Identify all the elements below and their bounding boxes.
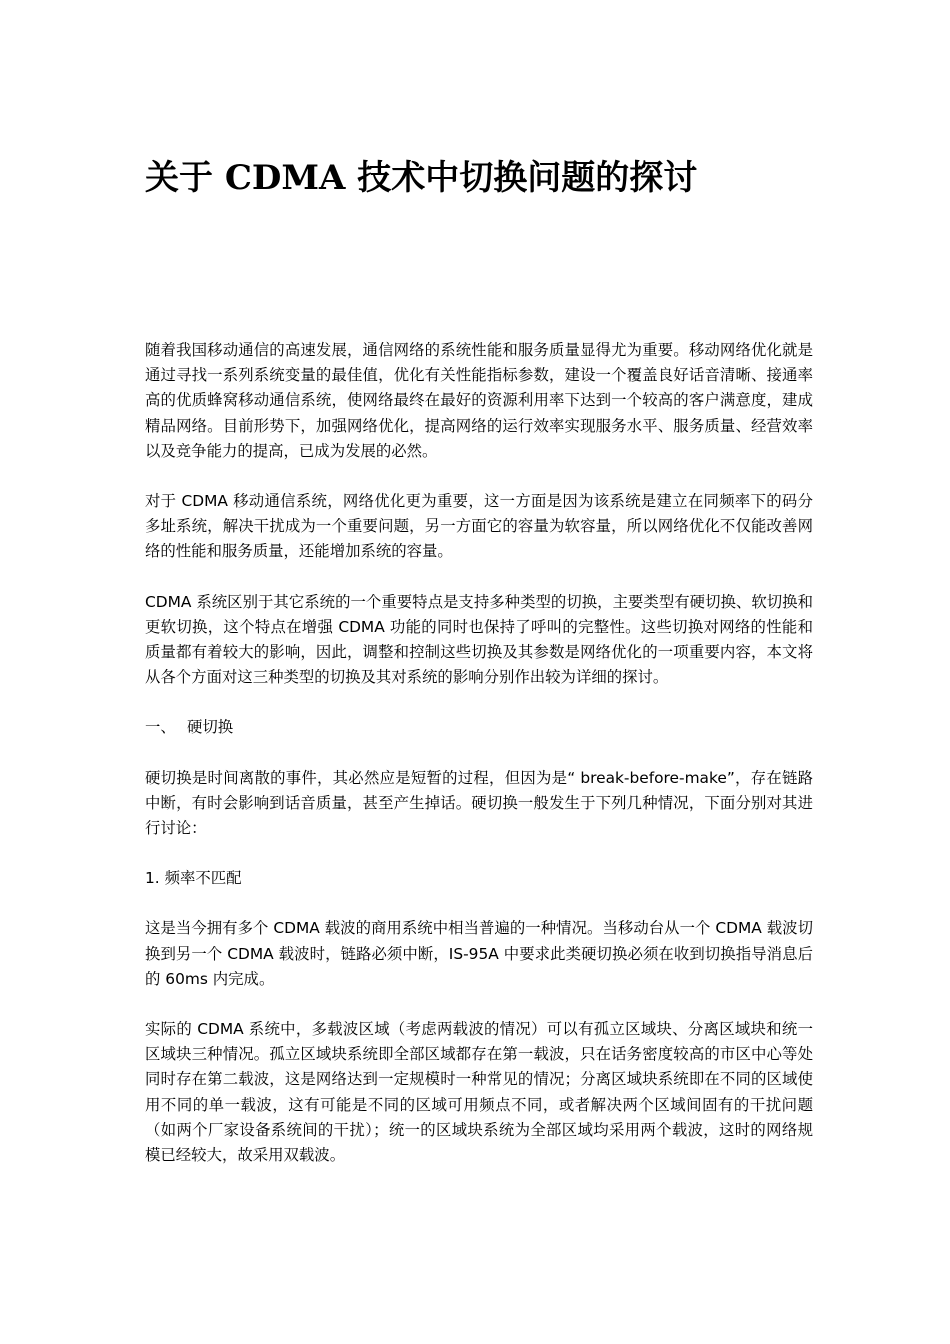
intro-paragraph-3: CDMA 系统区别于其它系统的一个重要特点是支持多种类型的切换，主要类型有硬切换、软切换和更软切换，这个特点在增强 CDMA 功能的同时也保持了呼叫的完整性。这些切换对网络的性能和质量都有着较大的影响，因此，调整和控制这些切换及其参数是网络优化的一项重要内容，本文将从各个方面对这三种类型的切换及其对系统的影响分别作出较为详细的探讨。 [145,592,813,687]
subsection-heading-frequency-mismatch: 1. 频率不匹配 [145,869,242,888]
section-number: 一、 [145,718,176,737]
section-heading-hard-handoff [145,715,813,740]
intro-paragraph-2: 对于 CDMA 移动通信系统，网络优化更为重要，这一方面是因为该系统是建立在同频率下的码分多址系统，解决干扰成为一个重要问题，另一方面它的容量为软容量，所以网络优化不仅能改善网络的性能和服务质量，还能增加系统的容量。 [145,492,813,561]
document-title: 关于 CDMA 技术中切换问题的探讨 [145,158,698,198]
subsection-paragraph-1: 这是当今拥有多个 CDMA 载波的商用系统中相当普遍的一种情况。当移动台从一个 CDMA 载波切换到另一个 CDMA 载波时，链路必须中断，IS-95A 中要求此类硬切换必须在收到切换指导消息后的 60ms 内完成。 [145,919,813,988]
intro-paragraph-1: 随着我国移动通信的高速发展，通信网络的系统性能和服务质量显得尤为重要。移动网络优化就是通过寻找一系列系统变量的最佳值，优化有关性能指标参数，建设一个覆盖良好话音清晰、接通率高的优质蜂窝移动通信系统，使网络最终在最好的资源利用率下达到一个较高的客户满意度，建成精品网络。目前形势下，加强网络优化，提高网络的运行效率实现服务水平、服务质量、经营效率以及竞争能力的提高，已成为发展的必然。 [145,341,813,460]
document-body [145,338,813,1193]
subsection-paragraph-2: 实际的 CDMA 系统中，多载波区域（考虑两载波的情况）可以有孤立区域块、分离区域块和统一区域块三种情况。孤立区域块系统即全部区域都存在第一载波，只在话务密度较高的市区中心等处同时存在第二载波，这是网络达到一定规模时一种常见的情况；分离区域块系统即在不同的区域使用不同的单一载波，这有可能是不同的区域可用频点不同，或者解决两个区域间固有的干扰问题（如两个厂家设备系统间的干扰）；统一的区域块系统为全部区域均采用两个载波，这时的网络规模已经较大，故采用双载波。 [145,1020,813,1165]
section-intro-paragraph: 硬切换是时间离散的事件，其必然应是短暂的过程，但因为是“ break-before-make”，存在链路中断，有时会影响到话音质量，甚至产生掉话。硬切换一般发生于下列几种情况，下面分别对其进行讨论： [145,768,813,838]
section-title: 硬切换 [187,718,234,737]
